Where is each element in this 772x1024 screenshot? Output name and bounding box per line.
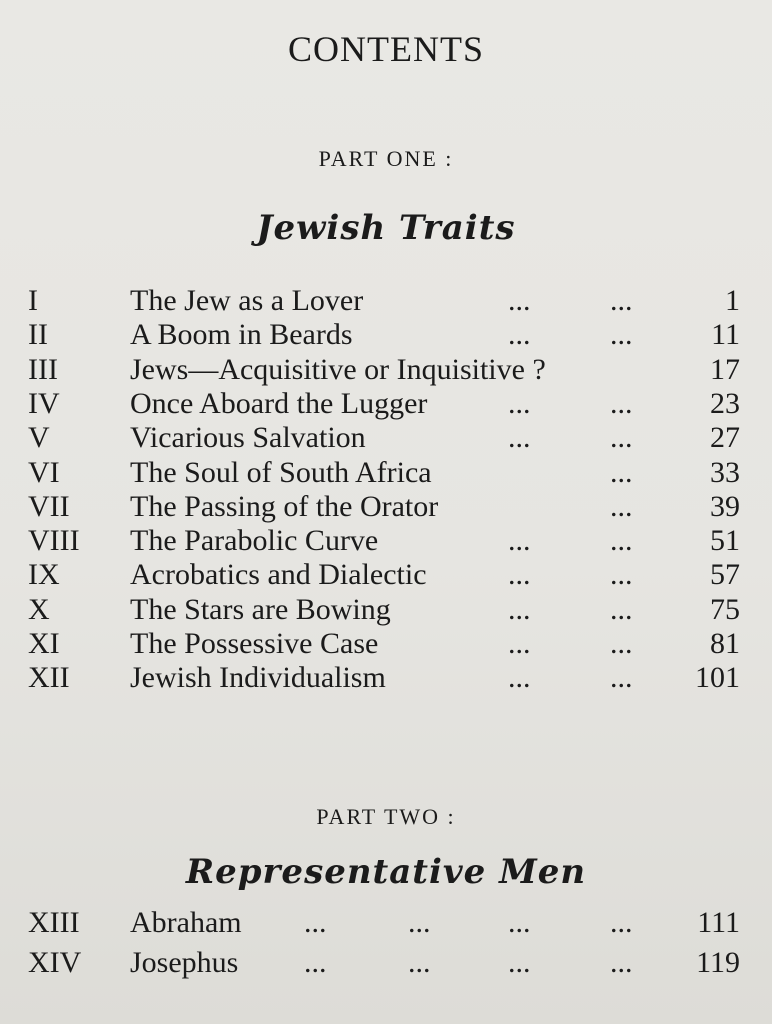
toc-entry	[0, 284, 772, 318]
leader-dots: ...	[508, 318, 531, 352]
page-number: 75	[710, 592, 740, 626]
page-number: 101	[695, 661, 740, 695]
chapter-title: Josephus	[130, 946, 239, 979]
page-number: 17	[710, 352, 740, 386]
chapter-number: V	[28, 421, 50, 455]
leader-dots: ...	[508, 421, 531, 455]
leader-dots: ...	[508, 592, 531, 626]
chapter-number: IX	[28, 558, 60, 592]
chapter-title: Jews—Acquisitive or Inquisitive ?	[130, 352, 546, 386]
toc-entry	[0, 906, 772, 940]
chapter-number: II	[28, 318, 48, 352]
leader-dots: ...	[610, 906, 633, 939]
page-number: 39	[710, 489, 740, 523]
leader-dots: ...	[508, 558, 531, 592]
page-number: 119	[696, 946, 740, 979]
leader-dots: ...	[610, 946, 633, 979]
chapter-title: Abraham	[130, 906, 242, 939]
toc-entry	[0, 353, 772, 387]
chapter-title: A Boom in Beards	[130, 318, 353, 352]
toc-entry	[0, 490, 772, 524]
page-number: 111	[697, 906, 740, 939]
leader-dots: ...	[610, 592, 633, 626]
chapter-title: The Possessive Case	[130, 627, 379, 660]
chapter-number: XI	[28, 627, 60, 660]
leader-dots: ...	[610, 558, 633, 592]
leader-dots: ...	[508, 284, 531, 317]
page-heading: CONTENTS	[288, 29, 484, 69]
page-number: 11	[711, 318, 740, 352]
leader-dots: ...	[508, 627, 531, 660]
toc-entry	[0, 524, 772, 558]
chapter-number: XIII	[28, 906, 80, 939]
chapter-number: VI	[28, 455, 60, 489]
chapter-number: III	[28, 352, 58, 386]
leader-dots: ...	[508, 946, 531, 979]
part-two-label: PART TWO :	[316, 804, 456, 829]
leader-dots: ...	[610, 489, 633, 523]
chapter-title: Jewish Individualism	[130, 661, 386, 695]
leader-dots: ...	[610, 661, 633, 695]
part-two-title: Representative Men	[185, 852, 587, 892]
page-number: 51	[710, 524, 740, 558]
leader-dots: ...	[304, 906, 327, 939]
toc-entry	[0, 627, 772, 661]
toc-entry	[0, 421, 772, 455]
toc-entry	[0, 661, 772, 695]
leader-dots: ...	[610, 627, 633, 660]
toc-entry	[0, 946, 772, 980]
toc-entry	[0, 318, 772, 352]
chapter-title: Acrobatics and Dialectic	[130, 558, 427, 592]
chapter-title: Vicarious Salvation	[130, 421, 366, 455]
leader-dots: ...	[508, 524, 531, 558]
leader-dots: ...	[610, 318, 633, 352]
leader-dots: ...	[610, 386, 633, 420]
toc-entry	[0, 456, 772, 490]
chapter-number: XIV	[28, 946, 82, 979]
page-number: 27	[710, 421, 740, 455]
toc-entry	[0, 558, 772, 592]
chapter-number: XII	[28, 661, 70, 695]
chapter-title: The Passing of the Orator	[130, 489, 439, 523]
chapter-number: VIII	[28, 524, 80, 558]
part-one-label: PART ONE :	[318, 146, 454, 171]
page-number: 1	[725, 284, 740, 317]
page-number: 23	[710, 386, 740, 420]
toc-entry	[0, 593, 772, 627]
chapter-number: VII	[28, 489, 70, 523]
leader-dots: ...	[304, 946, 327, 979]
leader-dots: ...	[508, 661, 531, 695]
chapter-title: The Soul of South Africa	[130, 455, 432, 489]
chapter-title: Once Aboard the Lugger	[130, 386, 428, 420]
page-number: 81	[710, 627, 740, 660]
leader-dots: ...	[508, 386, 531, 420]
leader-dots: ...	[408, 906, 431, 939]
chapter-title: The Stars are Bowing	[130, 592, 391, 626]
chapter-number: I	[28, 284, 38, 317]
page-number: 33	[710, 455, 740, 489]
page-number: 57	[710, 558, 740, 592]
chapter-number: X	[28, 592, 50, 626]
leader-dots: ...	[610, 524, 633, 558]
leader-dots: ...	[408, 946, 431, 979]
chapter-number: IV	[28, 386, 60, 420]
leader-dots: ...	[610, 284, 633, 317]
leader-dots: ...	[610, 421, 633, 455]
toc-entry	[0, 387, 772, 421]
part-one-title: Jewish Traits	[256, 208, 516, 248]
leader-dots: ...	[508, 906, 531, 939]
chapter-title: The Parabolic Curve	[130, 524, 379, 558]
leader-dots: ...	[610, 455, 633, 489]
chapter-title: The Jew as a Lover	[130, 284, 364, 317]
